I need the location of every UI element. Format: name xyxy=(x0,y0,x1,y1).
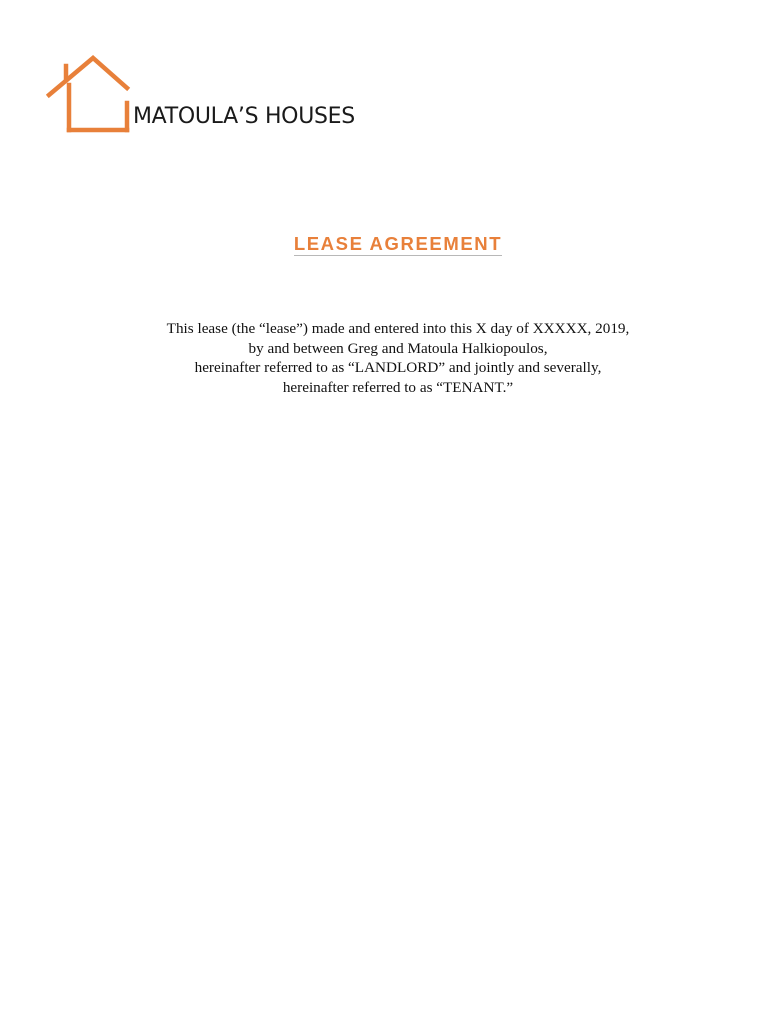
document-title xyxy=(0,233,770,255)
intro-paragraph xyxy=(0,319,770,397)
intro-line: by and between Greg and Matoula Halkiopoulos, xyxy=(248,339,548,357)
intro-line: This lease (the “lease”) made and entered into this X day of XXXXX, 2019, xyxy=(166,320,630,337)
house-outline-icon xyxy=(46,54,136,136)
intro-line: hereinafter referred to as “LANDLORD” and jointly and severally, xyxy=(194,359,602,376)
document-title-text: LEASE AGREEMENT xyxy=(293,233,503,254)
company-name: MATOULA’S HOUSES xyxy=(133,104,355,129)
intro-line: hereinafter referred to as “TENANT.” xyxy=(282,378,514,396)
company-logo xyxy=(46,54,386,136)
